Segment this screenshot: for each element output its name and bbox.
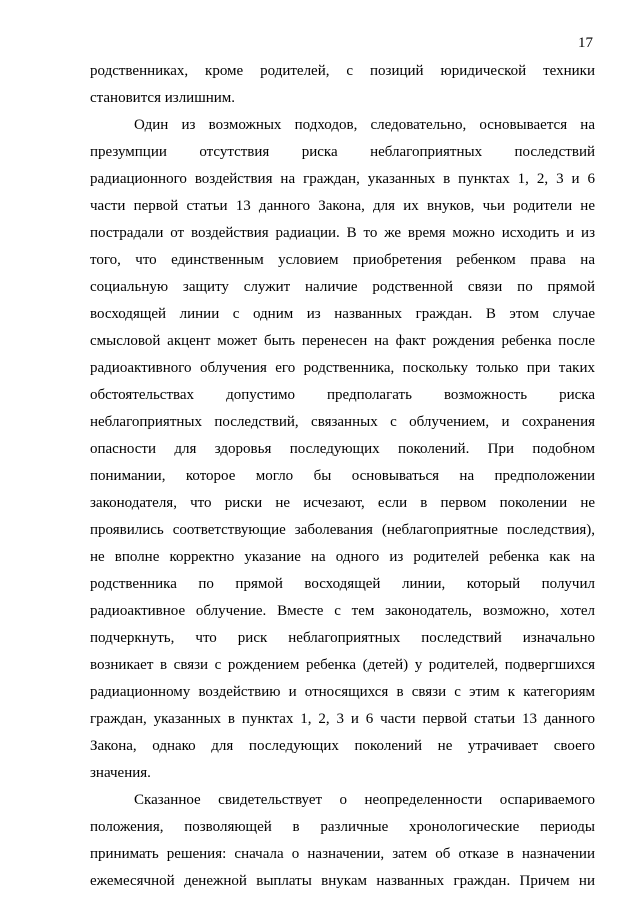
text-line: проявились соответствующие заболевания (неблагоприятные последствия),: [90, 522, 595, 538]
text-line: законодателя, что риски не исчезают, если в первом поколении не: [90, 495, 595, 511]
paragraph: [90, 112, 595, 787]
text-line: возникает в связи с рождением ребенка (детей) у родителей, подвергшихся: [90, 657, 595, 673]
text-line: того, что единственным условием приобретения ребенком права на: [90, 252, 595, 268]
text-line: граждан, указанных в пунктах 1, 2, 3 и 6 части первой статьи 13 данного: [90, 711, 595, 727]
text-line: радиационного воздействия на граждан, указанных в пунктах 1, 2, 3 и 6: [90, 171, 595, 187]
text-line: значения.: [90, 765, 151, 781]
text-line: понимании, которое могло бы основываться на предположении: [90, 468, 595, 484]
text-line: принимать решения: сначала о назначении, затем об отказе в назначении: [90, 846, 595, 862]
text-line: презумпции отсутствия риска неблагоприятных последствий: [90, 144, 595, 160]
text-line: Один из возможных подходов, следовательно, основывается на: [134, 117, 595, 133]
document-body: [90, 58, 595, 895]
paragraph: [90, 58, 595, 112]
text-line: положения, позволяющей в различные хронологические периоды: [90, 819, 595, 835]
text-line: родственника по прямой восходящей линии, который получил: [90, 576, 595, 592]
text-line: смысловой акцент может быть перенесен на факт рождения ребенка после: [90, 333, 595, 349]
text-line: пострадали от воздействия радиации. В то же время можно исходить и из: [90, 225, 595, 241]
text-line: родственниках, кроме родителей, с позиций юридической техники: [90, 63, 595, 79]
text-line: социальную защиту служит наличие родственной связи по прямой: [90, 279, 595, 295]
text-line: радиоактивного облучения его родственника, поскольку только при таких: [90, 360, 595, 376]
text-line: восходящей линии с одним из названных граждан. В этом случае: [90, 306, 595, 322]
page-number: 17: [578, 35, 593, 51]
text-line: неблагоприятных последствий, связанных с облучением, и сохранения: [90, 414, 595, 430]
text-line: Сказанное свидетельствует о неопределенности оспариваемого: [134, 792, 595, 808]
text-line: радиоактивное облучение. Вместе с тем законодатель, возможно, хотел: [90, 603, 595, 619]
text-line: становится излишним.: [90, 90, 236, 106]
paragraph: [90, 787, 595, 895]
text-line: подчеркнуть, что риск неблагоприятных последствий изначально: [90, 630, 595, 646]
text-line: обстоятельствах допустимо предполагать возможность риска: [90, 387, 595, 403]
text-line: Закона, однако для последующих поколений не утрачивает своего: [90, 738, 595, 754]
text-line: части первой статьи 13 данного Закона, для их внуков, чьи родители не: [90, 198, 595, 214]
text-line: радиационному воздействию и относящихся в связи с этим к категориям: [90, 684, 595, 700]
text-line: опасности для здоровья последующих поколений. При подобном: [90, 441, 595, 457]
text-line: ежемесячной денежной выплаты внукам названных граждан. Причем ни: [90, 873, 595, 889]
text-line: не вполне корректно указание на одного из родителей ребенка как на: [90, 549, 595, 565]
